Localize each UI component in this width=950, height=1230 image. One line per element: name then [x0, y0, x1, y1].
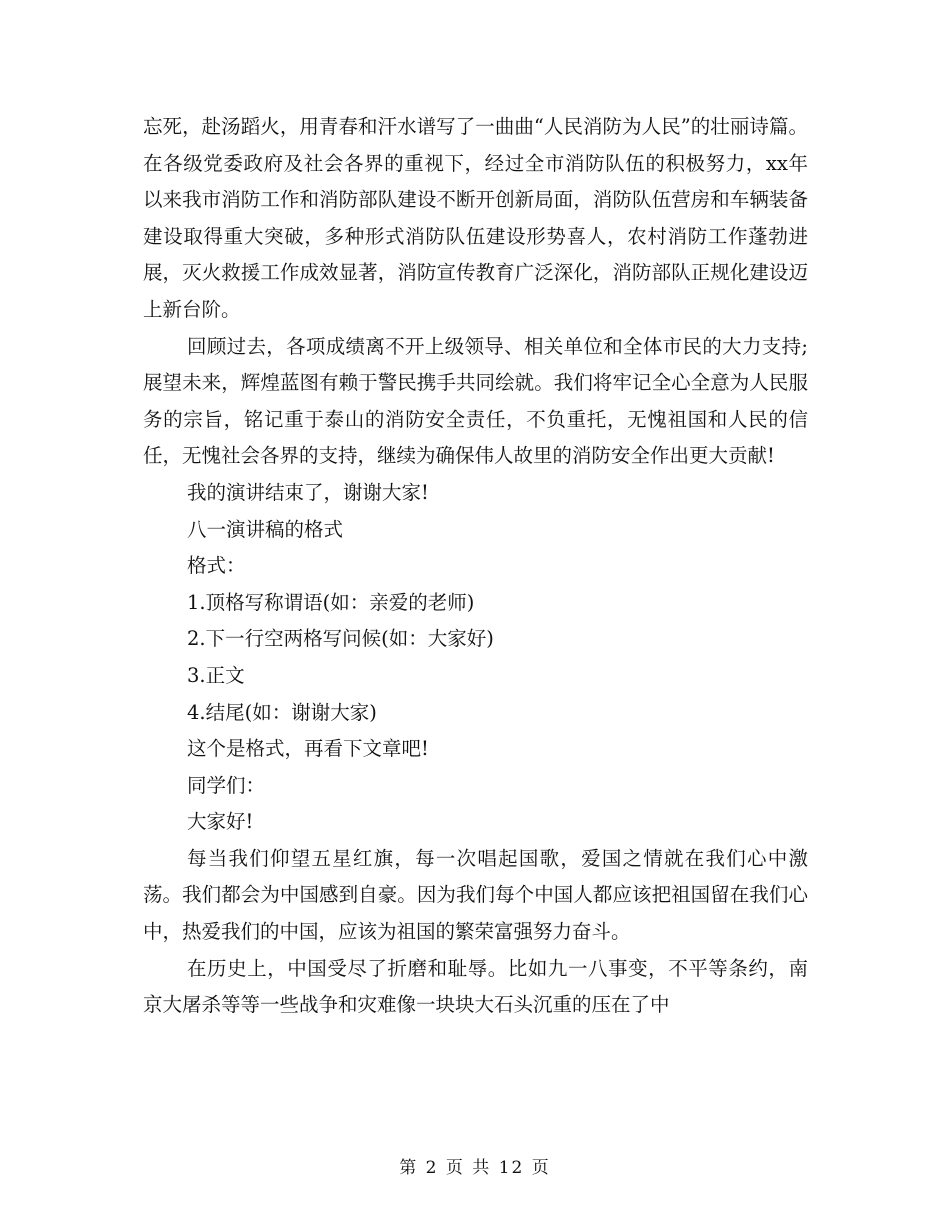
salutation: 同学们： [187, 773, 266, 797]
section-heading: 八一演讲稿的格式 [187, 517, 344, 541]
paragraph-patriotism: 每当我们仰望五星红旗，每一次唱起国歌，爱国之情就在我们心中激荡。我们都会为中国感到自豪。因为我们每个中国人都应该把祖国留在我们心中，热爱我们的中国，应该为祖国的繁荣富强努力奋斗。 [143, 846, 808, 944]
format-note: 这个是格式，再看下文章吧! [187, 737, 429, 761]
paragraph-history: 在历史上，中国受尽了折磨和耻辱。比如九一八事变，不平等条约，南京大屠杀等等一些战争和灾难像一块块大石头沉重的压在了中 [143, 956, 808, 1017]
format-item-3: 3.正文 [187, 663, 245, 687]
paragraph-review-outlook: 回顾过去，各项成绩离不开上级领导、相关单位和全体市民的大力支持;展望未来，辉煌蓝图有赖于警民携手共同绘就。我们将牢记全心全意为人民服务的宗旨，铭记重于泰山的消防安全责任，不负重托，无愧祖国和人民的信任，无愧社会各界的支持，继续为确保伟人故里的消防安全作出更大贡献! [143, 334, 808, 468]
format-item-2: 2.下一行空两格写问候(如：大家好) [187, 627, 494, 651]
format-item-4: 4.结尾(如：谢谢大家) [187, 700, 377, 724]
greeting: 大家好! [187, 810, 254, 834]
paragraph-firefighters-achievements: 忘死，赴汤蹈火，用青春和汗水谱写了一曲曲“人民消防为人民”的壮丽诗篇。在各级党委政府及社会各界的重视下，经过全市消防队伍的积极努力，xx年以来我市消防工作和消防部队建设不断开创新局面，消防队伍营房和车辆装备建设取得重大突破，多种形式消防队伍建设形势喜人，农村消防工作蓬勃进展，灭火救援工作成效显著，消防宣传教育广泛深化，消防部队正规化建设迈上新台阶。 [143, 115, 808, 321]
speech-closing-line: 我的演讲结束了，谢谢大家! [187, 480, 429, 504]
document-body [143, 109, 808, 1024]
format-label: 格式： [187, 554, 246, 578]
page-number-footer: 第 2 页 共 12 页 [399, 1158, 551, 1178]
format-item-1: 1.顶格写称谓语(如：亲爱的老师) [187, 590, 475, 614]
